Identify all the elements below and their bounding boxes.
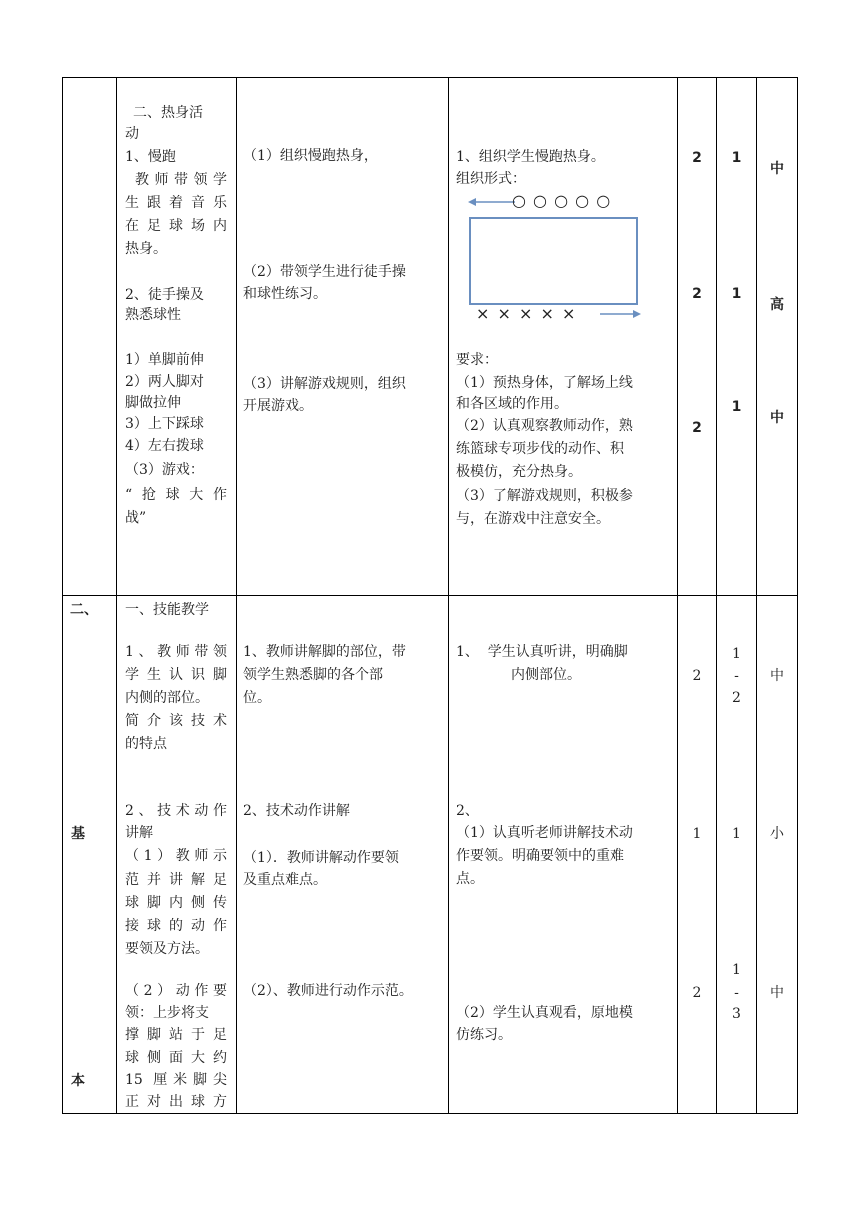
- teacher-step: （1）．教师讲解动作要领: [243, 850, 399, 866]
- teacher-step: （2）带领学生进行徒手操: [243, 264, 406, 280]
- skill-line: 15 厘米脚尖: [125, 1072, 227, 1088]
- time-value: 2: [692, 150, 702, 166]
- student-step: （2）学生认真观看，原地模: [456, 1005, 633, 1021]
- table-top-border: [62, 77, 798, 78]
- teacher-step: 和球性练习。: [243, 286, 327, 302]
- skill-line: 1、教师带领: [125, 644, 227, 660]
- jog-desc-line: 教师带领学: [135, 172, 227, 188]
- intensity-value: 小: [770, 826, 784, 842]
- intensity-value: 高: [770, 297, 784, 313]
- skill-line: 简介该技术: [125, 713, 227, 729]
- col-line: [448, 77, 449, 1114]
- section-label: 基: [71, 826, 85, 842]
- exercise-step: 2）两人脚对: [125, 374, 204, 390]
- cross-row: × × × × ×: [476, 304, 577, 323]
- time-value: 1: [692, 826, 702, 842]
- circle-row: ○ ○ ○ ○ ○: [512, 191, 612, 210]
- count-value: 1: [732, 826, 741, 842]
- col-line: [116, 77, 117, 1114]
- count-value: 1: [731, 286, 742, 302]
- col-line: [756, 77, 757, 1114]
- teacher-step: （1）组织慢跑热身，: [243, 148, 378, 164]
- requirement-line: 极模仿，充分热身。: [456, 464, 582, 480]
- requirement-line: 与，在游戏中注意安全。: [456, 511, 610, 527]
- game-name-cont: 战”: [125, 510, 147, 526]
- teacher-step: 领学生熟悉脚的各个部: [243, 667, 383, 683]
- teacher-step: 2、技术动作讲解: [243, 803, 350, 819]
- teacher-step: 开展游戏。: [243, 398, 313, 414]
- requirement-line: 和各区域的作用。: [456, 396, 568, 412]
- exercise-item: 2、徒手操及: [125, 287, 204, 303]
- exercise-step: 脚做拉伸: [125, 395, 181, 411]
- exercise-step: 4）左右拨球: [125, 438, 204, 454]
- jog-item: 1、慢跑: [125, 149, 176, 165]
- student-step: 仿练习。: [456, 1027, 512, 1043]
- jog-desc-line: 热身。: [125, 241, 167, 257]
- intensity-value: 中: [770, 985, 784, 1001]
- skill-line: 学生认识脚: [125, 667, 227, 683]
- count-value: 1: [731, 399, 742, 415]
- skill-line: 领：上步将支: [125, 1005, 209, 1021]
- col-line: [797, 77, 798, 1114]
- skill-line: 内侧的部位。: [125, 690, 209, 706]
- exercise-item-cont: 熟悉球性: [125, 307, 181, 323]
- time-value: 2: [692, 668, 702, 684]
- student-step: 1、 学生认真听讲，明确脚: [456, 644, 628, 660]
- teacher-step: 及重点难点。: [243, 872, 327, 888]
- row-divider: [62, 595, 798, 596]
- skill-line: 范并讲解足: [125, 872, 227, 888]
- jog-desc-line: 在足球场内: [125, 218, 227, 234]
- teacher-step: （3）讲解游戏规则，组织: [243, 376, 406, 392]
- game-name: “抢球大作: [125, 487, 227, 503]
- teacher-step: 位。: [243, 690, 271, 706]
- time-value: 2: [692, 985, 702, 1001]
- teacher-step: （2）、教师进行动作示范。: [243, 983, 413, 999]
- intensity-value: 中: [770, 668, 784, 684]
- requirement-line: （1）预热身体，了解场上线: [456, 375, 633, 391]
- skill-line: 撑脚站于足: [125, 1027, 227, 1043]
- count-value: 1: [732, 962, 741, 978]
- skill-line: 球侧面大约: [125, 1050, 227, 1066]
- arrow-left-head: [468, 198, 476, 206]
- requirements-heading: 要求：: [456, 352, 498, 368]
- student-step: 内侧部位。: [511, 667, 581, 683]
- formation-label: 组织形式：: [456, 171, 526, 187]
- count-value: 3: [732, 1006, 741, 1022]
- count-value: 2: [732, 690, 741, 706]
- intensity-value: 中: [770, 410, 784, 426]
- skill-line: （2）动作要: [125, 983, 227, 999]
- skill-line: 2、技术动作: [125, 803, 227, 819]
- intensity-value: 中: [770, 161, 784, 177]
- skill-line: 正对出球方: [125, 1094, 227, 1110]
- student-step: （1）认真听老师讲解技术动: [456, 825, 633, 841]
- jog-desc-line: 生跟着音乐: [125, 195, 227, 211]
- table-bottom-border: [62, 1113, 798, 1114]
- section-label: 本: [71, 1073, 85, 1089]
- skill-line: 球脚内侧传: [125, 895, 227, 911]
- exercise-step: 1）单脚前伸: [125, 352, 204, 368]
- col-line: [716, 77, 717, 1114]
- time-value: 2: [692, 420, 702, 436]
- requirement-line: （3）了解游戏规则，积极参: [456, 488, 633, 504]
- student-step: 作要领。明确要领中的重难: [456, 848, 624, 864]
- section-label: 二、: [70, 602, 98, 618]
- skill-line: 要领及方法。: [125, 941, 209, 957]
- requirement-line: 练篮球专项步伐的动作、积: [456, 441, 624, 457]
- skill-heading: 一、技能教学: [125, 602, 209, 618]
- arrow-right-head: [633, 310, 641, 318]
- exercise-step: 3）上下踩球: [125, 416, 204, 432]
- count-value: 1: [731, 150, 742, 166]
- requirement-line: （2）认真观察教师动作，熟: [456, 418, 633, 434]
- student-step: 点。: [456, 871, 484, 887]
- col-line: [236, 77, 237, 1114]
- field-rectangle: [470, 218, 637, 304]
- teacher-step: 1、教师讲解脚的部位，带: [243, 644, 406, 660]
- count-value: 1: [732, 646, 741, 662]
- skill-line: 的特点: [125, 736, 167, 752]
- game-item: （3）游戏：: [125, 462, 204, 478]
- count-value: -: [734, 985, 739, 1001]
- warmup-title-cont: 动: [125, 126, 139, 142]
- student-step: 2、: [456, 803, 479, 819]
- skill-line: 讲解: [125, 825, 153, 841]
- col-line: [62, 77, 63, 1114]
- count-value: -: [734, 668, 739, 684]
- student-step: 1、组织学生慢跑热身。: [456, 149, 605, 165]
- skill-line: 接球的动作: [125, 918, 227, 934]
- time-value: 2: [692, 286, 702, 302]
- warmup-title: 二、热身活: [133, 105, 203, 121]
- skill-line: （1）教师示: [125, 848, 227, 864]
- col-line: [677, 77, 678, 1114]
